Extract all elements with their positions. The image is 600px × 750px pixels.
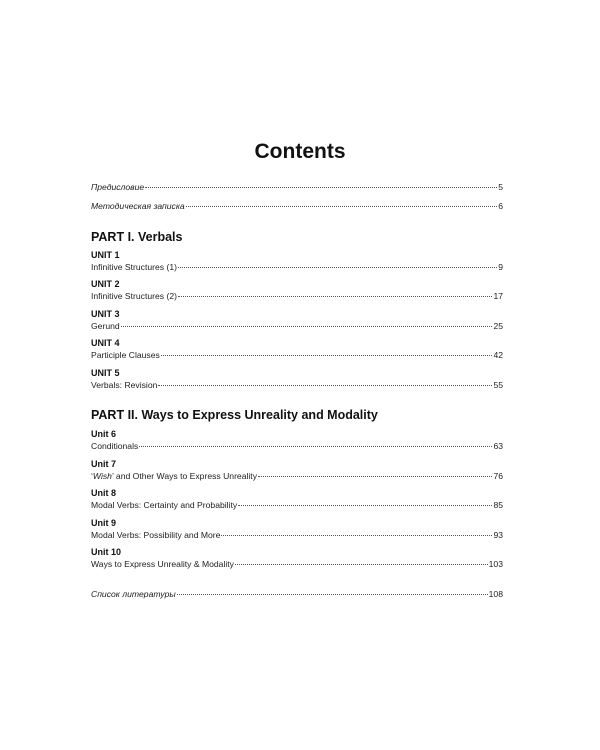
unit-heading: UNIT 3 bbox=[91, 309, 120, 319]
toc-entry-page: 5 bbox=[498, 182, 503, 192]
toc-entry-page: 25 bbox=[493, 321, 503, 331]
unit-heading: Unit 8 bbox=[91, 488, 117, 498]
unit-heading: UNIT 1 bbox=[91, 250, 120, 260]
toc-entry-label-italic: Wish bbox=[92, 471, 112, 481]
toc-entry-label: Ways to Express Unreality & Modality bbox=[91, 559, 234, 569]
toc-entry[interactable] bbox=[91, 291, 503, 302]
unit-heading: Unit 7 bbox=[91, 459, 117, 469]
toc-entry-page: 55 bbox=[493, 380, 503, 390]
leader-dots bbox=[238, 504, 492, 506]
leader-dots bbox=[186, 205, 498, 207]
leader-dots bbox=[258, 475, 492, 477]
leader-dots bbox=[161, 354, 493, 356]
toc-entry-page: 63 bbox=[493, 441, 503, 451]
toc-entry-label: Infinitive Structures (1) bbox=[91, 262, 177, 272]
leader-dots bbox=[158, 384, 492, 386]
toc-entry-label: Modal Verbs: Certainty and Probability bbox=[91, 500, 238, 510]
toc-entry-page: 108 bbox=[488, 589, 503, 599]
unit-heading: UNIT 4 bbox=[91, 338, 120, 348]
toc-entry[interactable] bbox=[91, 500, 503, 511]
toc-entry-label: Список литературы bbox=[91, 589, 176, 599]
toc-entry-label: Verbals: Revision bbox=[91, 380, 158, 390]
unit-heading: UNIT 2 bbox=[91, 279, 120, 289]
leader-dots bbox=[178, 295, 492, 297]
toc-entry-label: Gerund bbox=[91, 321, 120, 331]
toc-entry-label: Conditionals bbox=[91, 441, 139, 451]
page-title: Contents bbox=[254, 140, 346, 163]
toc-entry-label: Предисловие bbox=[91, 182, 145, 192]
toc-entry[interactable] bbox=[91, 350, 503, 361]
leader-dots bbox=[235, 563, 488, 565]
toc-entry[interactable] bbox=[91, 201, 503, 212]
toc-entry-page: 17 bbox=[493, 291, 503, 301]
toc-entry-page: 76 bbox=[493, 471, 503, 481]
quote-close: ’ bbox=[111, 471, 114, 481]
toc-entry-page: 103 bbox=[488, 559, 503, 569]
unit-heading: Unit 10 bbox=[91, 547, 122, 557]
quote-open: ‘ bbox=[91, 471, 93, 481]
toc-entry-label: Infinitive Structures (2) bbox=[91, 291, 177, 301]
toc-entry-page: 93 bbox=[493, 530, 503, 540]
leader-dots bbox=[139, 445, 492, 447]
toc-entry[interactable] bbox=[91, 589, 503, 600]
toc-entry[interactable] bbox=[91, 182, 503, 193]
toc-entry[interactable] bbox=[91, 262, 503, 273]
toc-entry-page: 85 bbox=[493, 500, 503, 510]
toc-entry[interactable] bbox=[91, 559, 503, 570]
toc-entry[interactable] bbox=[91, 321, 503, 332]
leader-dots bbox=[121, 325, 493, 327]
unit-heading: UNIT 5 bbox=[91, 368, 120, 378]
toc-entry-label: Participle Clauses bbox=[91, 350, 160, 360]
part-heading: PART I. Verbals bbox=[91, 230, 183, 244]
toc-entry-page: 9 bbox=[498, 262, 503, 272]
leader-dots bbox=[177, 593, 488, 595]
toc-entry-label-rest: and Other Ways to Express Unreality bbox=[113, 471, 257, 481]
toc-entry-page: 42 bbox=[493, 350, 503, 360]
toc-entry-page: 6 bbox=[498, 201, 503, 211]
toc-entry[interactable] bbox=[91, 530, 503, 541]
part-heading: PART II. Ways to Express Unreality and Modality bbox=[91, 408, 378, 422]
leader-dots bbox=[178, 266, 497, 268]
unit-heading: Unit 9 bbox=[91, 518, 117, 528]
toc-entry[interactable] bbox=[91, 471, 503, 482]
toc-entry[interactable] bbox=[91, 380, 503, 391]
unit-heading: Unit 6 bbox=[91, 429, 117, 439]
toc-entry-label: Методическая записка bbox=[91, 201, 185, 211]
leader-dots bbox=[145, 186, 497, 188]
toc-entry-label: Modal Verbs: Possibility and More bbox=[91, 530, 221, 540]
toc-entry-label bbox=[91, 471, 257, 482]
toc-entry[interactable] bbox=[91, 441, 503, 452]
leader-dots bbox=[221, 534, 492, 536]
